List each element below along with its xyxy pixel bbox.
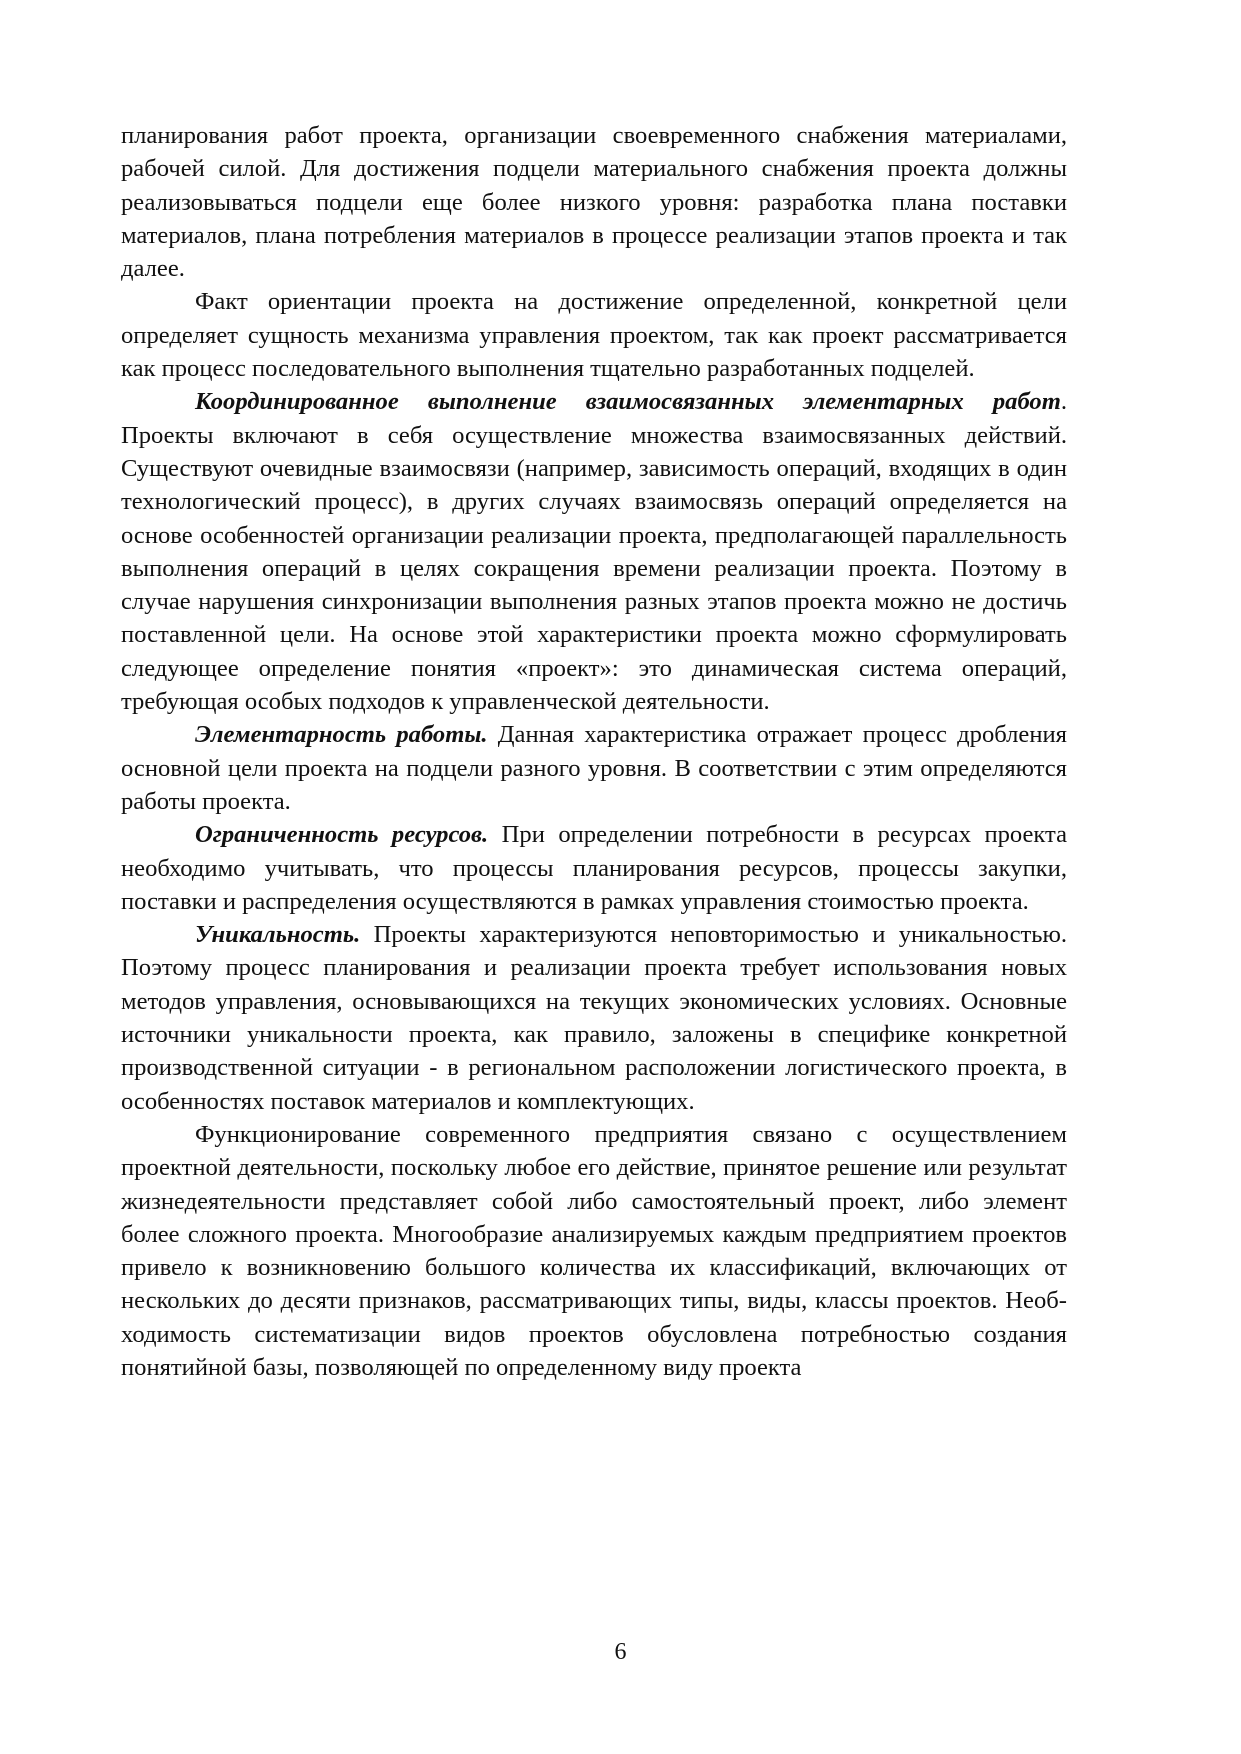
paragraph-1 <box>121 119 1067 285</box>
paragraph-text: планирования работ проекта, организации своевременного снабжения материалами, рабочей силой. Для достижения подцели материального снабжения проекта должны реализовываться подцели еще более низкого уровня: разработка плана поставки материалов, плана потребления материалов в процессе реализации этапов проекта и так далее. <box>121 122 1067 283</box>
paragraph-text: . Проекты включают в себя осуществление множества взаимосвязанных действий. Существуют очевидные взаимосвязи (например, зависимость операций, входящих в один технологический процесс), в других случаях взаимосвязь операций определяется на основе особенностей организации реализации проекта, предполагающей параллельность выполнения операций в целях сокращения времени реализации проекта. Поэтому в случае нарушения синхронизации выполнения разных этапов проекта можно не достичь поставленной цели. На основе этой характеристики проекта можно сформулировать следующее определение понятия «проект»: это динамическая система операций, требующая особых подходов к управленческой деятельности. <box>121 388 1067 716</box>
paragraph-5 <box>121 818 1067 918</box>
document-body <box>121 119 1067 1384</box>
paragraph-2 <box>121 285 1067 385</box>
paragraph-6 <box>121 918 1067 1118</box>
paragraph-lead: Элементарность работы. <box>195 721 488 749</box>
paragraph-text: Данная характеристика отражает процесс дробления основной цели проекта на подцели разного уровня. В соответствии с этим определяются работы проекта. <box>121 721 1067 815</box>
paragraph-4 <box>121 718 1067 818</box>
paragraph-lead: Уникальность. <box>195 921 361 949</box>
paragraph-lead: Координированное выполнение взаимосвязанных элементарных работ <box>195 388 1061 416</box>
paragraph-text: При определении потребности в ресурсах проекта необходимо учитывать, что процессы планирования ресурсов, процессы закупки, поставки и распределения осуществляются в рамках управления стоимостью проекта. <box>121 821 1067 915</box>
paragraph-text: Функционирование современного предприятия связано с осуществлением проектной деятельности, поскольку любое его действие, принятое решение или результат жизнедеятельности представляет собой либо самостоятельный проект, либо элемент более сложного проекта. Многообразие анализируемых каждым предприятием проектов привело к возникновению большого количества их классификаций, включающих от нескольких до десяти признаков, рассматривающих типы, виды, классы проектов. Необходимость систематизации видов проектов обусловлена потребностью создания понятийной базы, позволяющей по определенному виду проекта <box>121 1120 1067 1381</box>
page-number: 6 <box>614 1639 627 1665</box>
paragraph-lead: Ограниченность ресурсов. <box>195 821 489 849</box>
paragraph-3 <box>121 385 1067 718</box>
paragraph-7 <box>121 1118 1067 1384</box>
paragraph-text: Факт ориентации проекта на достижение определенной, конкретной цели определяет сущность механизма управления проектом, так как проект рассматривается как процесс последовательного выполнения тщательно разработанных подцелей. <box>121 288 1067 383</box>
paragraph-text: Проекты характеризуются неповторимостью и уникальностью. Поэтому процесс планирования и реализации проекта требует использования новых методов управления, основывающихся на текущих экономических условиях. Основные источники уникальности проекта, как правило, заложены в специфике конкретной производственной ситуации - в региональном расположении логистического проекта, в особенностях поставок материалов и комплектующих. <box>121 921 1067 1115</box>
